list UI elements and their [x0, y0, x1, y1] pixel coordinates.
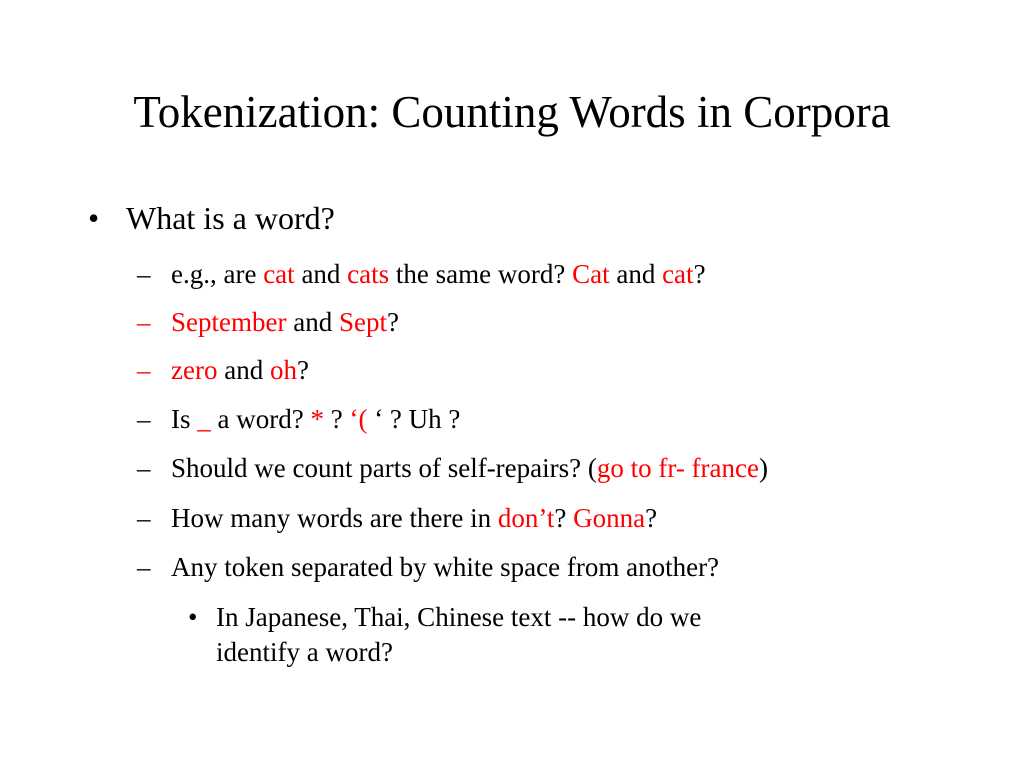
dash-icon: – [137, 404, 151, 434]
sub-item [137, 500, 658, 536]
item-text: Any token separated by white space from another? [171, 552, 720, 582]
dash-icon: – [137, 355, 151, 385]
item-text: ? [296, 355, 309, 385]
highlighted-term: cats [347, 259, 390, 289]
item-text: and [217, 355, 270, 385]
item-text: ‘ ? Uh ? [367, 404, 461, 434]
sub-item [137, 401, 461, 437]
item-text: and [294, 259, 348, 289]
main-bullet [88, 196, 335, 240]
bullet-icon: • [188, 602, 198, 632]
sub-item [137, 256, 706, 292]
dash-icon: – [137, 552, 151, 582]
sub-item [137, 549, 720, 585]
dash-icon: – [137, 453, 151, 483]
sub-sub-bullet [188, 600, 702, 670]
sub-item [137, 304, 399, 340]
item-text: the same word? [389, 259, 573, 289]
dash-icon: – [137, 259, 151, 289]
highlighted-term: cat [263, 259, 295, 289]
item-text: ? [323, 404, 350, 434]
highlighted-term: * [310, 404, 324, 434]
item-text: e.g., are [171, 259, 264, 289]
highlighted-term: September [171, 307, 287, 337]
slide-title: Tokenization: Counting Words in Corpora [133, 87, 891, 137]
item-text: and [609, 259, 663, 289]
main-bullet-text: What is a word? [126, 200, 335, 236]
highlighted-term: go to fr- france [596, 453, 759, 483]
bullet-icon: • [88, 200, 100, 236]
dash-icon: – [137, 307, 151, 337]
dash-icon: – [137, 503, 151, 533]
item-text: and [286, 307, 339, 337]
highlighted-term: oh [269, 355, 297, 385]
item-text: ? [554, 503, 574, 533]
item-text: ? [645, 503, 658, 533]
highlighted-term: Gonna [573, 503, 646, 533]
highlighted-term: Cat [572, 259, 610, 289]
highlighted-term: don’t [497, 503, 555, 533]
item-text: How many words are there in [171, 503, 498, 533]
sub-item [137, 352, 309, 388]
highlighted-term: ‘( [349, 404, 368, 434]
item-text: Should we count parts of self-repairs? ( [171, 453, 597, 483]
highlighted-term: Sept [338, 307, 387, 337]
highlighted-term: zero [171, 355, 218, 385]
item-text: ? [693, 259, 706, 289]
item-text: ? [386, 307, 399, 337]
sub-sub-bullet-line-1: In Japanese, Thai, Chinese text -- how do we [216, 602, 702, 632]
sub-item [137, 450, 768, 486]
item-text: Is [171, 404, 198, 434]
item-text: ) [759, 453, 768, 483]
item-text: a word? [210, 404, 311, 434]
highlighted-term: _ [197, 404, 211, 434]
sub-sub-bullet-line-2: identify a word? [216, 637, 393, 667]
highlighted-term: cat [662, 259, 694, 289]
